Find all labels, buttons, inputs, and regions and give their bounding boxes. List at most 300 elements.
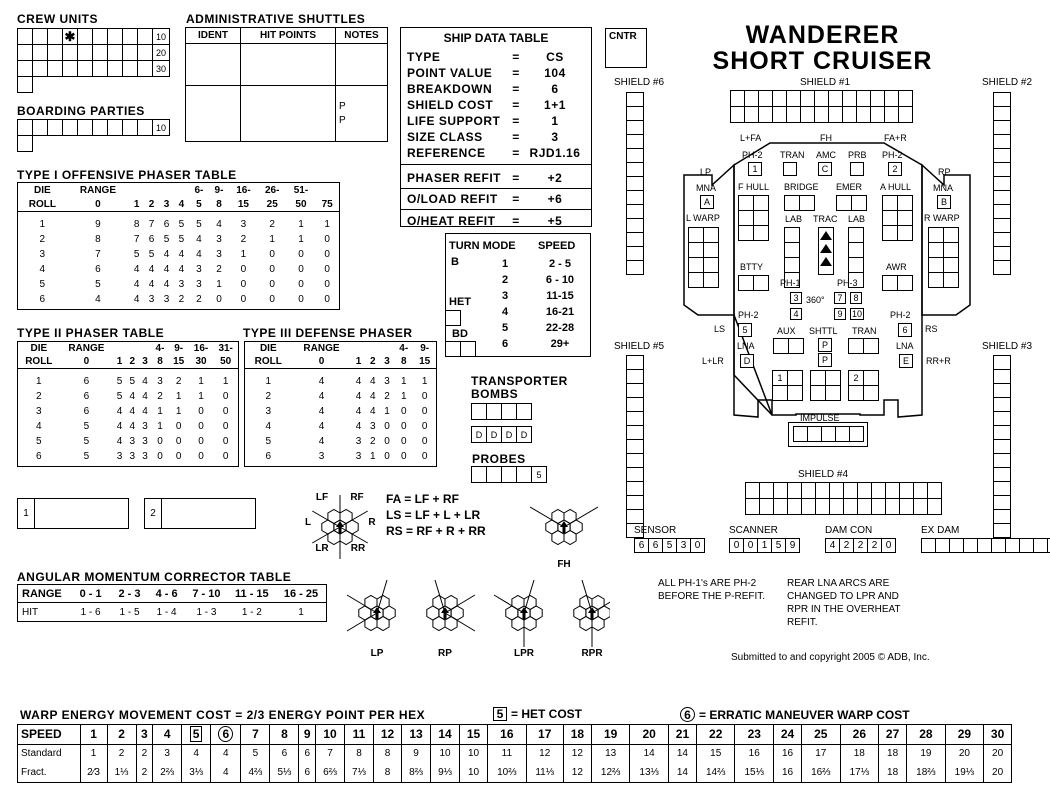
crew-box[interactable] — [32, 28, 48, 45]
l-warp-box[interactable] — [703, 227, 719, 243]
crew-box[interactable] — [137, 119, 153, 136]
tran-box[interactable] — [863, 338, 879, 354]
shield-box[interactable] — [993, 120, 1011, 135]
shield-box[interactable] — [898, 106, 913, 123]
phaser1-cell: 8 — [133, 219, 140, 230]
sensor-box[interactable]: 2 — [839, 538, 854, 553]
aux-box[interactable] — [773, 338, 789, 354]
dummy-bomb-box[interactable]: D — [516, 426, 532, 443]
crew-box[interactable] — [77, 28, 93, 45]
shuttle-box[interactable]: P — [818, 353, 832, 367]
sensor-box[interactable]: 0 — [881, 538, 896, 553]
shield-box[interactable] — [993, 260, 1011, 275]
phaser2-cell: 5 — [129, 376, 136, 387]
shield-box[interactable] — [993, 106, 1011, 121]
shield-box[interactable] — [993, 355, 1011, 370]
phaser1-heading: TYPE I OFFENSIVE PHASER TABLE — [17, 168, 237, 182]
lab-box[interactable] — [848, 227, 864, 243]
btty-box[interactable] — [753, 275, 769, 291]
shield-box[interactable] — [899, 498, 914, 515]
sensor-box[interactable]: 6 — [634, 538, 649, 553]
shield-box[interactable] — [993, 411, 1011, 426]
shield-box[interactable] — [801, 482, 816, 499]
btty-box[interactable] — [738, 275, 754, 291]
crew-box[interactable] — [47, 28, 63, 45]
bomb-box[interactable] — [486, 403, 502, 420]
shuttle-ident-cell[interactable] — [186, 114, 241, 128]
shield-box[interactable] — [626, 162, 644, 177]
shield-box[interactable] — [885, 498, 900, 515]
shield-box[interactable] — [913, 482, 928, 499]
shield-box[interactable] — [744, 106, 759, 123]
l-warp-box[interactable] — [688, 242, 704, 258]
shield-box[interactable] — [758, 90, 773, 107]
shield-box[interactable] — [626, 218, 644, 233]
crew-box[interactable] — [137, 60, 153, 77]
shield-box[interactable] — [856, 90, 871, 107]
crew-box[interactable] — [92, 28, 108, 45]
shield-box[interactable] — [871, 498, 886, 515]
awr-box[interactable] — [882, 275, 898, 291]
ph2-box[interactable]: 2 — [888, 162, 902, 176]
shield-box[interactable] — [626, 439, 644, 454]
shield-box[interactable] — [898, 90, 913, 107]
shield-box[interactable] — [815, 482, 830, 499]
warp-fract-cell: 10 — [460, 763, 488, 782]
shield-box[interactable] — [871, 482, 886, 499]
crew-box[interactable] — [17, 76, 33, 93]
shield-box[interactable] — [870, 106, 885, 123]
shield-box[interactable] — [993, 509, 1011, 524]
probe-box[interactable] — [516, 466, 532, 483]
shield-box[interactable] — [843, 482, 858, 499]
shield-box[interactable] — [758, 106, 773, 123]
center-box[interactable] — [825, 385, 841, 401]
box-2-lower[interactable] — [848, 385, 864, 401]
shield-box[interactable] — [759, 482, 774, 499]
shield-box[interactable] — [626, 190, 644, 205]
ph3-box[interactable]: 10 — [851, 309, 862, 319]
shield-box[interactable] — [993, 190, 1011, 205]
shield-box[interactable] — [842, 106, 857, 123]
warp-speed-cell: 11 — [345, 725, 374, 744]
shield-box[interactable] — [856, 106, 871, 123]
phaser1-cell: 2 — [269, 219, 275, 230]
shield-box[interactable] — [842, 90, 857, 107]
shield-box[interactable] — [993, 218, 1011, 233]
shield-box[interactable] — [884, 90, 899, 107]
sensor-box[interactable]: 2 — [853, 538, 868, 553]
aux-box[interactable] — [788, 338, 804, 354]
probe-box[interactable] — [486, 466, 502, 483]
shield-box[interactable] — [993, 369, 1011, 384]
bomb-box[interactable] — [471, 403, 487, 420]
shield-box[interactable] — [626, 509, 644, 524]
tran-box[interactable] — [848, 338, 864, 354]
awr-box[interactable] — [897, 275, 913, 291]
crew-box[interactable] — [137, 44, 153, 61]
r-warp-box[interactable] — [928, 227, 944, 243]
shield-box[interactable] — [814, 90, 829, 107]
shield-box[interactable] — [843, 498, 858, 515]
shield-box[interactable] — [857, 498, 872, 515]
r-warp-box[interactable] — [943, 272, 959, 288]
shield-box[interactable] — [993, 134, 1011, 149]
crew-box[interactable] — [107, 44, 123, 61]
r-warp-box[interactable] — [928, 272, 944, 288]
shield-box[interactable] — [626, 92, 644, 107]
shield-box[interactable] — [787, 482, 802, 499]
warp-fract-cell: Fract. — [21, 767, 47, 778]
mna-box-left[interactable]: A — [700, 195, 714, 209]
crew-box[interactable] — [47, 119, 63, 136]
shuttle-hp-cell[interactable] — [241, 44, 336, 58]
shield-box[interactable] — [626, 453, 644, 468]
shuttle-ident-cell[interactable] — [186, 72, 241, 86]
sensor-box[interactable] — [1005, 538, 1020, 553]
l-warp-box[interactable] — [688, 272, 704, 288]
shield-box[interactable] — [993, 453, 1011, 468]
phaser2-cell: 0 — [157, 451, 163, 462]
sensor-box[interactable]: 0 — [690, 538, 705, 553]
shield-box[interactable] — [772, 90, 787, 107]
l-warp-box[interactable] — [703, 272, 719, 288]
crew-box[interactable] — [122, 44, 138, 61]
f-hull-box[interactable] — [753, 225, 769, 241]
shield-box[interactable] — [993, 439, 1011, 454]
sensor-box[interactable] — [935, 538, 950, 553]
crew-box[interactable] — [32, 44, 48, 61]
shuttle-hp-cell[interactable] — [241, 86, 336, 100]
phaser1-header-cell: 2 — [144, 198, 159, 211]
ph3-box[interactable]: 9 — [834, 308, 846, 320]
shuttle-ident-cell[interactable] — [186, 58, 241, 72]
warp-standard-cell: 19 — [907, 744, 946, 763]
crew-box[interactable]: ✱ — [62, 28, 78, 45]
probe-box[interactable] — [501, 466, 517, 483]
l-warp-box[interactable] — [703, 257, 719, 273]
bridge-box[interactable] — [784, 195, 800, 211]
r-warp-box[interactable] — [928, 242, 944, 258]
shuttle-ident-cell[interactable] — [186, 86, 241, 100]
cntr-box[interactable] — [605, 28, 647, 68]
sensor-box[interactable]: 5 — [771, 538, 786, 553]
f-hull-box[interactable] — [738, 225, 754, 241]
shield-box[interactable] — [993, 425, 1011, 440]
crew-box[interactable] — [77, 60, 93, 77]
tran-box[interactable] — [783, 162, 797, 176]
shield-box[interactable] — [828, 90, 843, 107]
crew-box[interactable] — [122, 119, 138, 136]
crew-box[interactable] — [47, 44, 63, 61]
shield-box[interactable] — [800, 90, 815, 107]
shield-box[interactable] — [993, 397, 1011, 412]
f-hull-box[interactable] — [753, 210, 769, 226]
shield-box[interactable] — [626, 246, 644, 261]
shield-box[interactable] — [626, 495, 644, 510]
box-1-grid[interactable] — [787, 370, 803, 386]
crew-box[interactable] — [122, 60, 138, 77]
shield-box[interactable] — [870, 90, 885, 107]
probe-box[interactable] — [471, 466, 487, 483]
r-warp-box[interactable] — [943, 242, 959, 258]
box-1[interactable]: 1 — [772, 370, 788, 386]
bd-box-2[interactable] — [460, 341, 476, 357]
shield-box[interactable] — [829, 482, 844, 499]
shield-box[interactable] — [786, 90, 801, 107]
sensor-box[interactable] — [921, 538, 936, 553]
box-2[interactable]: 2 — [848, 370, 864, 386]
shield-box[interactable] — [626, 467, 644, 482]
a-hull-box[interactable] — [897, 225, 913, 241]
lna-box-right[interactable]: E — [899, 354, 913, 368]
mna-box-right[interactable]: B — [937, 195, 951, 209]
crew-box[interactable] — [77, 119, 93, 136]
probe-box[interactable]: 5 — [531, 466, 547, 483]
shield-box[interactable] — [626, 134, 644, 149]
lab-box[interactable] — [784, 227, 800, 243]
shield-box[interactable] — [626, 106, 644, 121]
l-warp-box[interactable] — [688, 257, 704, 273]
shield-box[interactable] — [744, 90, 759, 107]
center-box[interactable] — [810, 370, 826, 386]
a-hull-box[interactable] — [897, 195, 913, 211]
shield-box[interactable] — [993, 176, 1011, 191]
shield-box[interactable] — [626, 148, 644, 163]
ph2-box[interactable]: 1 — [748, 162, 762, 176]
phaser3-cell: 0 — [421, 406, 428, 417]
crew-box[interactable] — [17, 28, 33, 45]
sensor-box[interactable]: 0 — [743, 538, 758, 553]
crew-box[interactable] — [62, 44, 78, 61]
f-hull-box[interactable] — [753, 195, 769, 211]
shield-box[interactable] — [828, 106, 843, 123]
crew-box[interactable] — [122, 28, 138, 45]
sensor-box[interactable] — [977, 538, 992, 553]
crew-box[interactable] — [17, 119, 33, 136]
shield-box[interactable] — [993, 467, 1011, 482]
sensor-box[interactable]: 9 — [785, 538, 800, 553]
warp-standard-cell: 12 — [526, 744, 563, 763]
shuttle-ident-cell[interactable] — [186, 128, 241, 142]
crew-box[interactable] — [32, 60, 48, 77]
shield-box[interactable] — [993, 232, 1011, 247]
shuttle-ident-cell[interactable] — [186, 100, 241, 114]
box-2-grid[interactable] — [863, 385, 879, 401]
shield-box[interactable] — [626, 369, 644, 384]
shield-box[interactable] — [927, 482, 942, 499]
lab-box[interactable] — [848, 242, 864, 258]
a-hull-box[interactable] — [882, 225, 898, 241]
bomb-box[interactable] — [516, 403, 532, 420]
phaser2-cell: 1 — [175, 391, 182, 402]
sensor-box[interactable] — [949, 538, 964, 553]
shield-box[interactable] — [745, 498, 760, 515]
crew-box[interactable] — [92, 44, 108, 61]
ph2-ls-box[interactable]: 5 — [738, 323, 752, 337]
shield-box[interactable] — [913, 498, 928, 515]
sensor-box[interactable]: 5 — [662, 538, 677, 553]
shuttle-ident-cell[interactable] — [186, 44, 241, 58]
center-box[interactable] — [825, 370, 841, 386]
shield-box[interactable] — [626, 176, 644, 191]
crew-box[interactable] — [62, 60, 78, 77]
het-box[interactable] — [445, 310, 461, 326]
shield-box[interactable] — [626, 481, 644, 496]
shield-box[interactable] — [857, 482, 872, 499]
sensor-box[interactable] — [1033, 538, 1048, 553]
shuttle-box[interactable]: P — [818, 338, 832, 352]
shield-box[interactable] — [626, 232, 644, 247]
shield-box[interactable] — [993, 481, 1011, 496]
shield-box[interactable] — [773, 498, 788, 515]
center-box[interactable] — [810, 385, 826, 401]
emer-box[interactable] — [836, 195, 852, 211]
dummy-bomb-box[interactable]: D — [486, 426, 502, 443]
crew-box[interactable] — [107, 28, 123, 45]
crew-box[interactable] — [32, 119, 48, 136]
crew-box[interactable] — [47, 60, 63, 77]
a-hull-box[interactable] — [882, 195, 898, 211]
shield-box[interactable] — [885, 482, 900, 499]
shuttle-hp-cell[interactable] — [241, 58, 336, 72]
bomb-box[interactable] — [501, 403, 517, 420]
crew-box[interactable] — [17, 44, 33, 61]
shield-box[interactable] — [626, 204, 644, 219]
tractor-box[interactable] — [818, 227, 834, 275]
shield-box[interactable] — [993, 383, 1011, 398]
crew-box[interactable] — [107, 119, 123, 136]
shield-box[interactable] — [899, 482, 914, 499]
shield-box[interactable] — [927, 498, 942, 515]
shuttle-hp-cell[interactable] — [241, 72, 336, 86]
shield-box[interactable] — [993, 523, 1011, 538]
shield-box[interactable] — [626, 355, 644, 370]
ph1-box[interactable]: 3 — [790, 292, 802, 304]
shield-box[interactable] — [787, 498, 802, 515]
crew-box[interactable] — [92, 119, 108, 136]
crew-box[interactable] — [17, 135, 33, 152]
sensor-box[interactable]: 2 — [867, 538, 882, 553]
bd-box-1[interactable] — [445, 341, 461, 357]
shield-box[interactable] — [829, 498, 844, 515]
shield-box[interactable] — [801, 498, 816, 515]
ship-data-key: TYPE — [407, 50, 441, 64]
shuttle-hp-cell[interactable] — [241, 128, 336, 142]
shield-5-label: SHIELD #5 — [614, 341, 665, 352]
shield-box[interactable] — [730, 106, 745, 123]
prb-box[interactable] — [850, 162, 864, 176]
dummy-bomb-box[interactable]: D — [471, 426, 487, 443]
shield-box[interactable] — [626, 397, 644, 412]
crew-box[interactable] — [17, 60, 33, 77]
turn-mode-table — [445, 233, 591, 357]
shield-box[interactable] — [884, 106, 899, 123]
amc-box[interactable]: C — [818, 162, 832, 176]
drone-rack-1[interactable] — [17, 498, 129, 529]
crew-box[interactable] — [137, 28, 153, 45]
phaser1-cell: 0 — [269, 249, 275, 260]
shield-box[interactable] — [759, 498, 774, 515]
bridge-box[interactable] — [799, 195, 815, 211]
crew-box[interactable] — [62, 119, 78, 136]
crew-box[interactable] — [92, 60, 108, 77]
shield-box[interactable] — [993, 92, 1011, 107]
shield-box[interactable] — [993, 495, 1011, 510]
shield-box[interactable] — [993, 148, 1011, 163]
lab-box[interactable] — [848, 257, 864, 273]
r-warp-box[interactable] — [943, 227, 959, 243]
dummy-bomb-box[interactable]: D — [501, 426, 517, 443]
ship-label-shttl: SHTTL — [809, 326, 838, 336]
shield-box[interactable] — [626, 120, 644, 135]
f-hull-box[interactable] — [738, 210, 754, 226]
shield-box[interactable] — [800, 106, 815, 123]
a-hull-box[interactable] — [897, 210, 913, 226]
lab-box[interactable] — [784, 257, 800, 273]
sensor-box[interactable] — [1019, 538, 1034, 553]
formula-rs: RS = RF + R + RR — [386, 524, 486, 538]
emer-box[interactable] — [851, 195, 867, 211]
r-warp-box[interactable] — [928, 257, 944, 273]
l-warp-box[interactable] — [688, 227, 704, 243]
shield-box[interactable] — [626, 425, 644, 440]
shield-box[interactable] — [745, 482, 760, 499]
shield-box[interactable] — [993, 246, 1011, 261]
shuttle-hp-cell[interactable] — [241, 100, 336, 114]
ship-label-ph2c: PH-2 — [738, 310, 759, 320]
crew-box[interactable] — [77, 44, 93, 61]
shield-box[interactable] — [773, 482, 788, 499]
lab-box[interactable] — [784, 242, 800, 258]
shield-box[interactable] — [993, 162, 1011, 177]
ph3-box[interactable]: 8 — [850, 292, 862, 304]
box-2-grid[interactable] — [863, 370, 879, 386]
shield-box[interactable] — [772, 106, 787, 123]
sensor-box[interactable] — [991, 538, 1006, 553]
shield-box[interactable] — [815, 498, 830, 515]
lna-box-left[interactable]: D — [740, 354, 754, 368]
shuttle-hp-cell[interactable] — [241, 114, 336, 128]
f-hull-box[interactable] — [738, 195, 754, 211]
r-warp-box[interactable] — [943, 257, 959, 273]
sensor-box[interactable] — [963, 538, 978, 553]
sensor-box[interactable]: 3 — [676, 538, 691, 553]
shield-box[interactable] — [730, 90, 745, 107]
sensor-box[interactable]: 0 — [729, 538, 744, 553]
shield-box[interactable] — [626, 260, 644, 275]
shield-box[interactable] — [814, 106, 829, 123]
shield-box[interactable] — [786, 106, 801, 123]
ph2-rs-box[interactable]: 6 — [898, 323, 912, 337]
sensor-box[interactable]: 6 — [648, 538, 663, 553]
a-hull-box[interactable] — [882, 210, 898, 226]
phaser2-header-cell: 15 — [169, 355, 189, 368]
box-1-lower[interactable] — [772, 385, 788, 401]
shield-box[interactable] — [626, 523, 644, 538]
crew-box[interactable] — [107, 60, 123, 77]
ph3-box[interactable]: 7 — [834, 292, 846, 304]
sensor-box[interactable]: 1 — [757, 538, 772, 553]
drone-rack-2[interactable] — [144, 498, 256, 529]
shield-box[interactable] — [993, 204, 1011, 219]
box-1-grid[interactable] — [787, 385, 803, 401]
ph1-box[interactable]: 4 — [790, 308, 802, 320]
sensor-box[interactable]: 4 — [825, 538, 840, 553]
l-warp-box[interactable] — [703, 242, 719, 258]
shield-box[interactable] — [626, 411, 644, 426]
shield-box[interactable] — [626, 383, 644, 398]
